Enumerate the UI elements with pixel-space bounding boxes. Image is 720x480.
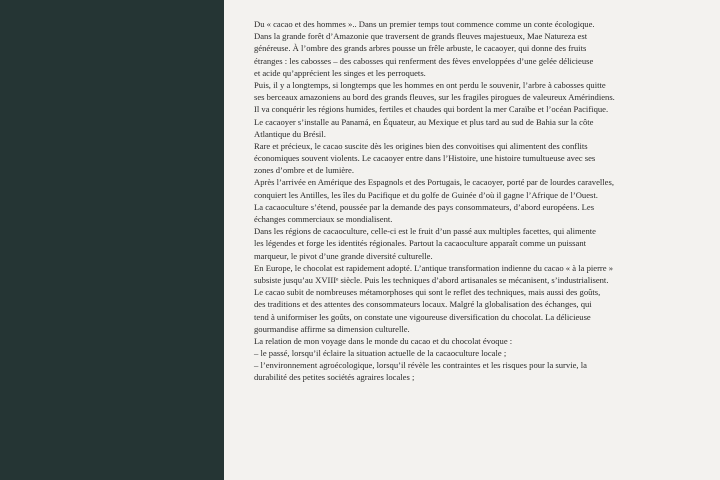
- text-line: économiques souvent violents. Le cacaoyer entre dans l’Histoire, une histoire tumultueuse avec ses: [254, 153, 596, 164]
- dark-cover-panel: [0, 0, 224, 480]
- text-line: Dans la grande forêt d’Amazonie que traversent de grands fleuves majestueux, Mae Natureza est: [254, 31, 588, 42]
- text-line: – le passé, lorsqu’il éclaire la situation actuelle de la cacaoculture locale ;: [254, 348, 507, 359]
- text-line: Le cacao subit de nombreuses métamorphoses qui sont le reflet des techniques, mais aussi des goûts,: [254, 287, 601, 298]
- text-line: La cacaoculture s’étend, poussée par la demande des pays consommateurs, d’abord européens. Les: [254, 201, 595, 212]
- text-line: gourmandise affirme sa dimension culturelle.: [254, 323, 410, 334]
- text-line: généreuse. À l’ombre des grands arbres pousse un frêle arbuste, le cacaoyer, qui donne des fruits: [254, 43, 587, 54]
- text-line: échanges commerciaux se mondialisent.: [254, 214, 393, 224]
- text-line: Il va conquérir les régions humides, fertiles et chaudes qui bordent la mer Caraïbe et l’océan Pacifique.: [254, 104, 609, 115]
- text-line: marqueur, le pivot d’une grande diversité culturelle.: [254, 250, 433, 261]
- text-line: Du « cacao et des hommes ».. Dans un premier temps tout commence comme un conte écologique.: [254, 19, 595, 29]
- text-line: ses berceaux amazoniens au bord des grands fleuves, sur les fragiles pirogues de valeureux Amérindiens.: [254, 92, 615, 103]
- text-line: Atlantique du Brésil.: [254, 128, 326, 139]
- text-line: durabilité des petites sociétés agraires locales ;: [254, 372, 415, 383]
- text-line: et acide qu’apprécient les singes et les perroquets.: [254, 67, 426, 78]
- text-line: étranges : les cabosses – des cabosses qui renferment des fèves enveloppées d’une gelée délicieuse: [254, 55, 594, 66]
- text-line: Après l’arrivée en Amérique des Espagnols et des Portugais, le cacaoyer, porté par de lourdes caravelles,: [254, 177, 614, 188]
- text-line: tend à uniformiser les goûts, on constate une vigoureuse diversification du chocolat. La délicieuse: [254, 311, 591, 322]
- text-line: zones d’ombre et de lumière.: [254, 165, 354, 176]
- text-line: conquiert les Antilles, les îles du Pacifique et du golfe de Guinée d’où il gagne l’Afrique de l’Ouest.: [254, 189, 598, 200]
- document-page: [224, 0, 720, 480]
- text-line: Rare et précieux, le cacao suscite dès les origines bien des convoitises qui alimentent des conflits: [254, 140, 588, 151]
- text-line: subsiste jusqu’au XVIIIᵉ siècle. Puis les techniques d’abord artisanales se mécanisent, s’industrialisent.: [254, 274, 609, 285]
- body-text: [254, 18, 706, 384]
- text-line: les légendes et forge les identités régionales. Partout la cacaoculture apparaît comme un puissant: [254, 238, 587, 249]
- text-line: Dans les régions de cacaoculture, celle-ci est le fruit d’un passé aux multiples facettes, qui alimente: [254, 226, 596, 237]
- text-line: des traditions et des attentes des consommateurs locaux. Malgré la globalisation des échanges, qui: [254, 299, 592, 310]
- text-line: En Europe, le chocolat est rapidement adopté. L’antique transformation indienne du cacao « à la pierre »: [254, 262, 614, 273]
- text-line: Puis, il y a longtemps, si longtemps que les hommes en ont perdu le souvenir, l’arbre à cabosses quitte: [254, 79, 606, 90]
- text-line: La relation de mon voyage dans le monde du cacao et du chocolat évoque :: [254, 335, 513, 346]
- text-line: – l’environnement agroécologique, lorsqu’il révèle les contraintes et les risques pour la survie, la: [254, 360, 587, 371]
- text-line: Le cacaoyer s’installe au Panamá, en Équateur, au Mexique et plus tard au sud de Bahia sur la côte: [254, 116, 594, 127]
